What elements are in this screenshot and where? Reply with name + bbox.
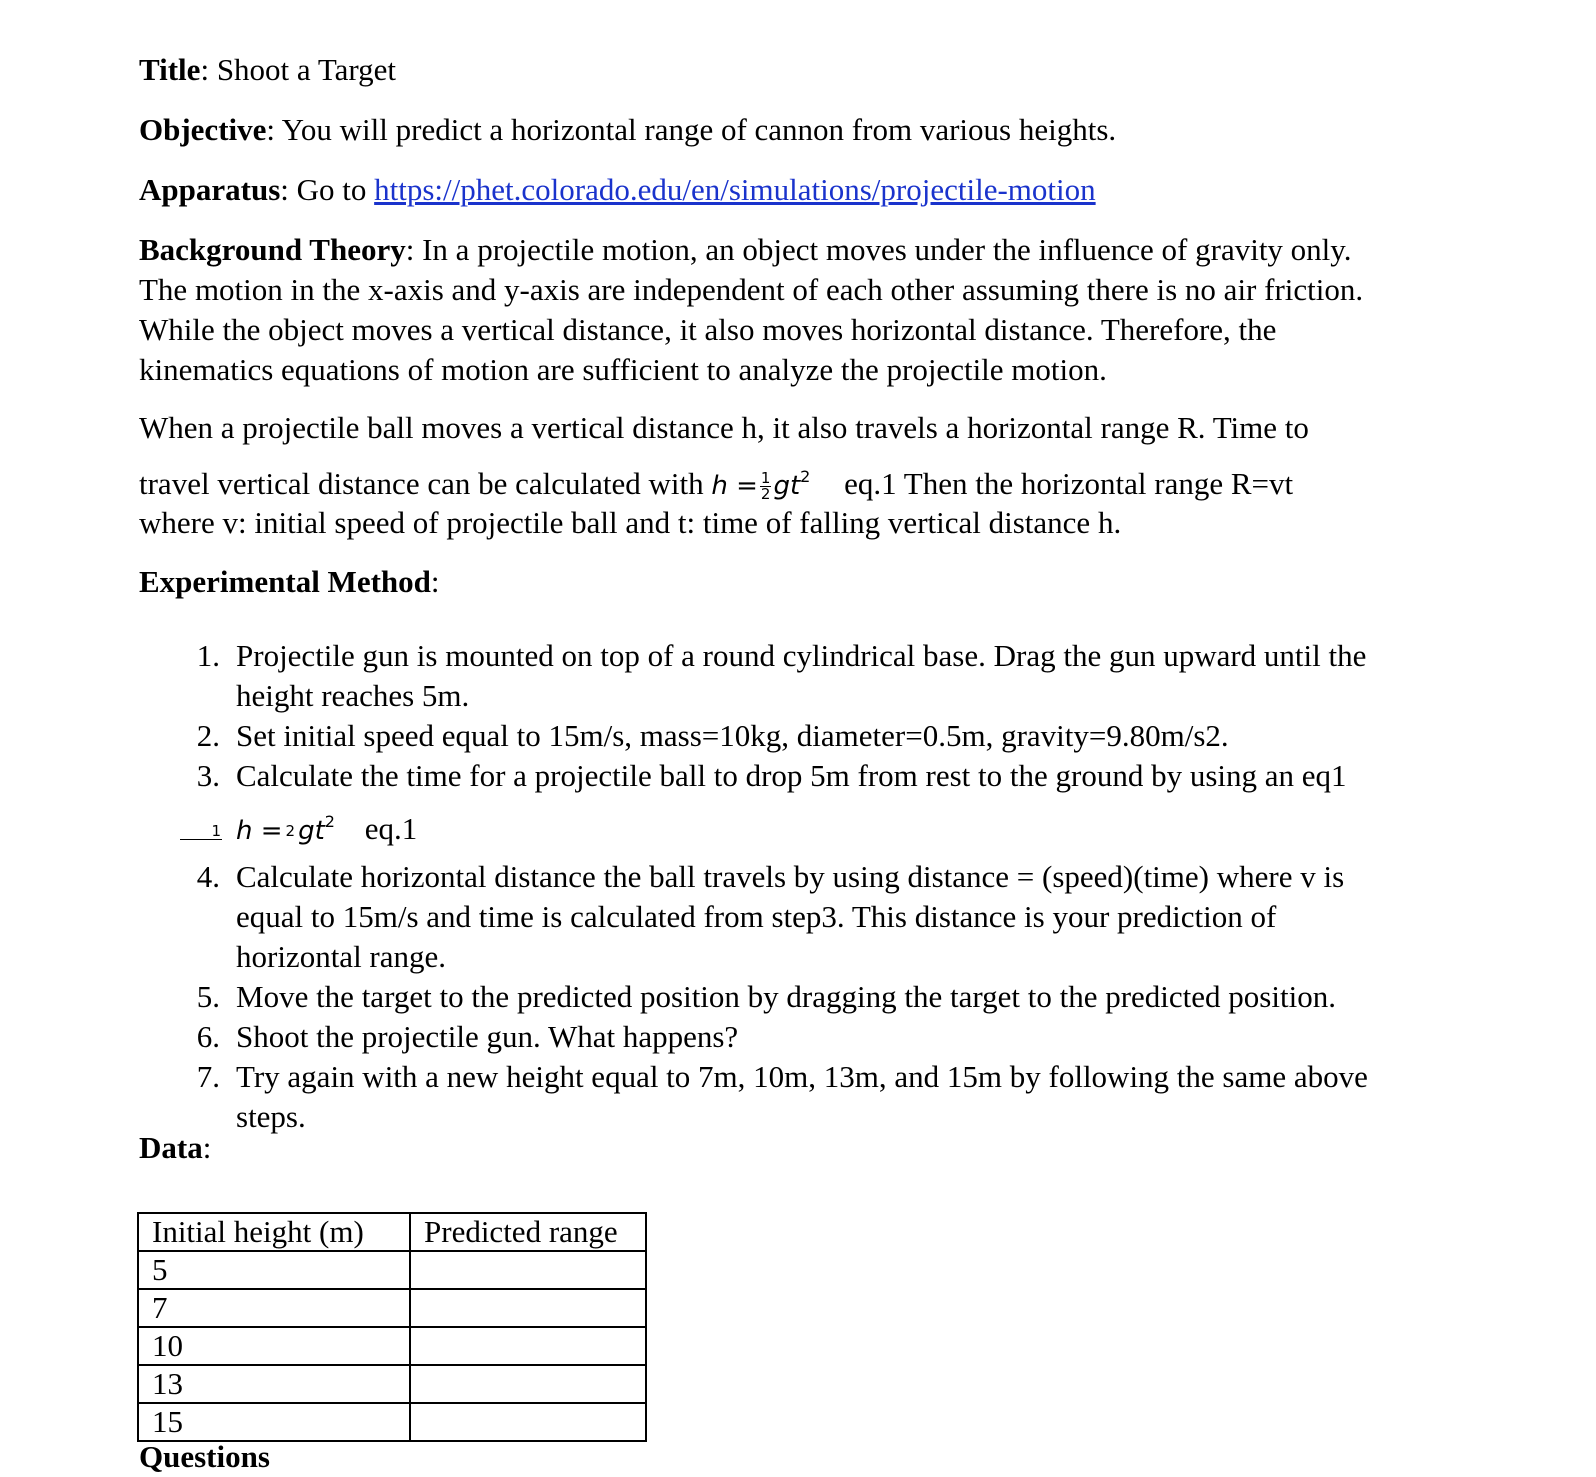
equation-exponent: 2 <box>324 812 335 831</box>
theory-line-2 <box>139 457 1293 506</box>
step-2-line: Set initial speed equal to 15m/s, mass=10kg, diameter=0.5m, gravity=9.80m/s2. <box>236 718 1229 753</box>
equation-gt: gt <box>298 816 325 846</box>
fraction-denominator: 2 <box>285 822 296 840</box>
table-cell-range[interactable] <box>410 1327 646 1365</box>
step-5-line: Move the target to the predicted position by dragging the target to the predicted position. <box>236 979 1336 1014</box>
step-7 <box>180 1057 1440 1137</box>
background-line-1: In a projectile motion, an object moves under the influence of gravity only. <box>422 232 1352 267</box>
background-line-2: The motion in the x-axis and y-axis are independent of each other assuming there is no air friction. <box>139 272 1364 307</box>
step-7-number: 7. <box>196 1059 220 1094</box>
step-7-line: Try again with a new height equal to 7m, 10m, 13m, and 15m by following the same above <box>236 1059 1368 1094</box>
fraction-numerator: 1 <box>180 824 222 840</box>
step-3-number: 3. <box>196 758 220 793</box>
step-2-number: 2. <box>196 718 220 753</box>
data-label: Data <box>139 1130 203 1165</box>
objective-label: Objective <box>139 112 267 147</box>
phet-simulation-link[interactable]: https://phet.colorado.edu/en/simulations/projectile-motion <box>374 172 1096 207</box>
table-cell-range[interactable] <box>410 1365 646 1403</box>
step-4-line: horizontal range. <box>236 939 447 974</box>
equation-1 <box>711 467 811 503</box>
equation-fraction <box>760 471 772 502</box>
step-7-line: steps. <box>236 1099 306 1134</box>
apparatus-label: Apparatus <box>139 172 281 207</box>
equation-h: h = <box>711 471 758 501</box>
equation-fraction <box>211 822 297 840</box>
step-2 <box>180 716 1440 756</box>
method-label: Experimental Method <box>139 564 431 599</box>
step-4-number: 4. <box>196 859 220 894</box>
cutoff-heading <box>139 1437 270 1474</box>
step-3-line: Calculate the time for a projectile ball to drop 5m from rest to the ground by using an eq1 <box>236 758 1347 793</box>
step-4-line: equal to 15m/s and time is calculated from step3. This distance is your prediction of <box>236 899 1277 934</box>
theory-line-2-text: travel vertical distance can be calculated with <box>139 466 704 501</box>
table-cell-height: 10 <box>138 1327 410 1365</box>
table-cell-height: 13 <box>138 1365 410 1403</box>
title-label: Title <box>139 52 201 87</box>
background-line-4: kinematics equations of motion are sufficient to analyze the projectile motion. <box>139 352 1107 387</box>
step-6-number: 6. <box>196 1019 220 1054</box>
objective-line: Objective: You will predict a horizontal range of cannon from various heights. <box>139 112 1117 147</box>
step-4 <box>180 857 1440 977</box>
fraction-denominator: 2 <box>760 485 771 503</box>
step-1-line: height reaches 5m. <box>236 678 470 713</box>
title-line: Title: Shoot a Target <box>139 52 397 87</box>
step-3-equation-row <box>211 796 1440 857</box>
table-row <box>138 1327 646 1365</box>
equation-gt: gt <box>773 471 801 501</box>
apparatus-line: Apparatus: Go to https://phet.colorado.edu/en/simulations/projectile-motion <box>139 172 1096 207</box>
step-4-line: Calculate horizontal distance the ball travels by using distance = (speed)(time) where v is <box>236 859 1345 894</box>
equation-h: h = <box>236 816 283 846</box>
table-cell-range[interactable] <box>410 1289 646 1327</box>
step-3-equation <box>211 812 335 846</box>
step-1-number: 1. <box>196 638 220 673</box>
method-steps-list <box>180 636 1440 1137</box>
table-cell-range[interactable] <box>410 1403 646 1441</box>
cutoff-heading-text: Questions <box>139 1439 270 1474</box>
theory-line-1: When a projectile ball moves a vertical distance h, it also travels a horizontal range R. Time to <box>139 410 1309 445</box>
table-cell-height: 15 <box>138 1403 410 1441</box>
data-heading: Data: <box>139 1130 212 1165</box>
table-header-row <box>138 1213 646 1251</box>
background-label: Background Theory <box>139 232 406 267</box>
theory-line-2-after: eq.1 Then the horizontal range R=vt <box>844 466 1294 501</box>
apparatus-prefix: Go to <box>296 172 367 207</box>
objective-value: You will predict a horizontal range of cannon from various heights. <box>281 112 1117 147</box>
table-cell-range[interactable] <box>410 1251 646 1289</box>
table-cell-height: 7 <box>138 1289 410 1327</box>
equation-exponent: 2 <box>800 467 811 486</box>
table-cell-height: 5 <box>138 1251 410 1289</box>
title-value: Shoot a Target <box>216 52 397 87</box>
data-table <box>137 1212 647 1442</box>
table-header-cell: Predicted range <box>410 1213 646 1251</box>
method-heading: Experimental Method: <box>139 564 440 599</box>
step-6 <box>180 1017 1440 1057</box>
theory-line-3: where v: initial speed of projectile ball and t: time of falling vertical distance h. <box>139 505 1122 540</box>
step-6-line: Shoot the projectile gun. What happens? <box>236 1019 739 1054</box>
table-row <box>138 1365 646 1403</box>
background-line-3: While the object moves a vertical distance, it also moves horizontal distance. Therefore, the <box>139 312 1277 347</box>
step-1-line: Projectile gun is mounted on top of a round cylindrical base. Drag the gun upward until the <box>236 638 1367 673</box>
step-3-eq-label: eq.1 <box>364 811 418 846</box>
table-row <box>138 1403 646 1441</box>
table-header-cell: Initial height (m) <box>138 1213 410 1251</box>
step-5 <box>180 977 1440 1017</box>
table-row <box>138 1251 646 1289</box>
step-5-number: 5. <box>196 979 220 1014</box>
background-theory: Background Theory: In a projectile motion, an object moves under the influence of gravity only. The motion in the x-axis and y-axis are independent of each other assuming there is no air friction. While the object moves a vertical distance, it also moves horizontal distance. Therefore, the kinematics equations of motion are sufficient to analyze the projectile motion. <box>139 230 1439 390</box>
fraction-numerator: 1 <box>760 469 771 487</box>
step-1 <box>180 636 1440 716</box>
step-3 <box>180 756 1440 857</box>
table-row <box>138 1289 646 1327</box>
